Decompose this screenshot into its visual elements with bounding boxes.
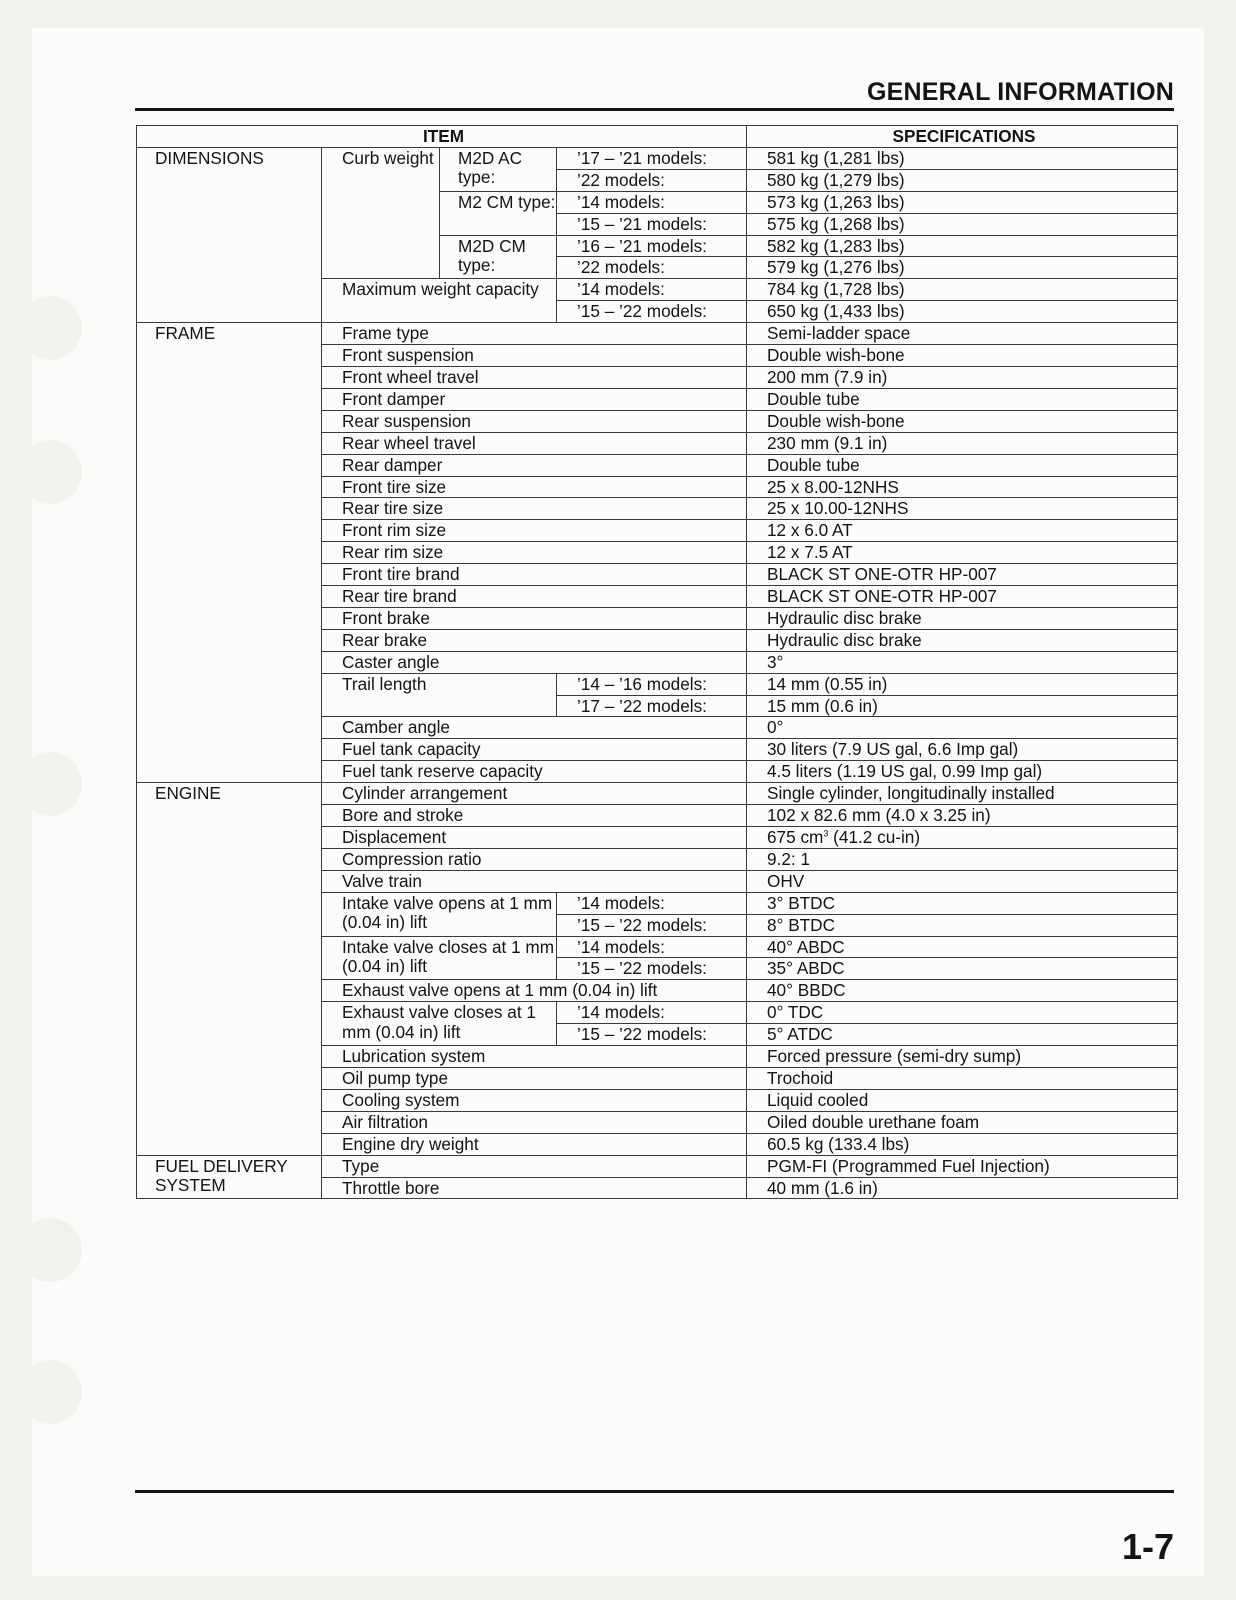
category-cell: DIMENSIONS [137, 147, 322, 322]
binder-hole [18, 752, 82, 816]
value-text: 675 cm [767, 827, 824, 847]
value-cell: 30 liters (7.9 US gal, 6.6 Imp gal) [747, 739, 1178, 761]
type-cell: M2D CM type: [440, 235, 557, 279]
value-cell: Hydraulic disc brake [747, 607, 1178, 629]
item-cell: Bore and stroke [322, 805, 747, 827]
item-cell: Rear wheel travel [322, 432, 747, 454]
item-cell: Trail length [322, 673, 557, 717]
model-cell: ’16 – ’21 models: [557, 235, 747, 257]
item-cell: Exhaust valve opens at 1 mm (0.04 in) lift [322, 980, 747, 1002]
value-cell: 575 kg (1,268 lbs) [747, 213, 1178, 235]
model-cell: ’15 – ’22 models: [557, 301, 747, 323]
value-cell: 25 x 8.00-12NHS [747, 476, 1178, 498]
item-cell: Front tire brand [322, 564, 747, 586]
value-cell: 573 kg (1,263 lbs) [747, 191, 1178, 213]
item-cell: Displacement [322, 827, 747, 849]
table-row [137, 323, 1178, 345]
value-cell: 582 kg (1,283 lbs) [747, 235, 1178, 257]
value-cell: 0° [747, 717, 1178, 739]
item-cell: Curb weight [322, 147, 440, 278]
model-cell: ’15 – ’22 models: [557, 1024, 747, 1046]
value-cell: Single cylinder, longitudinally installed [747, 783, 1178, 805]
page-number: 1-7 [1121, 1526, 1174, 1567]
value-cell: 12 x 7.5 AT [747, 542, 1178, 564]
value-cell: 40 mm (1.6 in) [747, 1177, 1178, 1199]
item-cell: Air filtration [322, 1111, 747, 1133]
value-cell: 102 x 82.6 mm (4.0 x 3.25 in) [747, 805, 1178, 827]
header-rule [135, 108, 1174, 111]
model-cell: ’17 – ’22 models: [557, 695, 747, 717]
model-cell: ’15 – ’22 models: [557, 958, 747, 980]
value-cell: 200 mm (7.9 in) [747, 366, 1178, 388]
item-cell: Intake valve opens at 1 mm (0.04 in) lift [322, 892, 557, 936]
item-cell: Rear suspension [322, 410, 747, 432]
category-cell: FRAME [137, 323, 322, 783]
item-cell: Rear tire brand [322, 586, 747, 608]
item-cell: Engine dry weight [322, 1133, 747, 1155]
value-cell: 230 mm (9.1 in) [747, 432, 1178, 454]
value-cell: 580 kg (1,279 lbs) [747, 169, 1178, 191]
value-cell: PGM-FI (Programmed Fuel Injection) [747, 1155, 1178, 1177]
item-cell: Front wheel travel [322, 366, 747, 388]
model-cell: ’14 models: [557, 279, 747, 301]
value-cell: Oiled double urethane foam [747, 1111, 1178, 1133]
item-cell: Frame type [322, 323, 747, 345]
value-cell: 650 kg (1,433 lbs) [747, 301, 1178, 323]
model-cell: ’14 – ’16 models: [557, 673, 747, 695]
item-cell: Front tire size [322, 476, 747, 498]
model-cell: ’14 models: [557, 191, 747, 213]
value-cell: BLACK ST ONE-OTR HP-007 [747, 586, 1178, 608]
page-title: GENERAL INFORMATION [866, 78, 1174, 106]
item-cell: Maximum weight capacity [322, 279, 557, 323]
value-cell: Hydraulic disc brake [747, 629, 1178, 651]
item-cell: Throttle bore [322, 1177, 747, 1199]
binder-hole [18, 296, 82, 360]
value-cell: 5° ATDC [747, 1024, 1178, 1046]
value-cell: BLACK ST ONE-OTR HP-007 [747, 564, 1178, 586]
value-cell: Forced pressure (semi-dry sump) [747, 1046, 1178, 1068]
value-cell: 579 kg (1,276 lbs) [747, 257, 1178, 279]
item-cell: Fuel tank capacity [322, 739, 747, 761]
value-cell: Double wish-bone [747, 345, 1178, 367]
value-cell: Double tube [747, 388, 1178, 410]
value-cell: 40° ABDC [747, 936, 1178, 958]
item-cell: Rear rim size [322, 542, 747, 564]
item-cell: Rear tire size [322, 498, 747, 520]
item-cell: Lubrication system [322, 1046, 747, 1068]
value-cell: 9.2: 1 [747, 848, 1178, 870]
type-cell: M2D AC type: [440, 147, 557, 191]
table-row [137, 147, 1178, 169]
value-cell: Liquid cooled [747, 1089, 1178, 1111]
value-cell: 3° [747, 651, 1178, 673]
value-cell: 14 mm (0.55 in) [747, 673, 1178, 695]
item-cell: Fuel tank reserve capacity [322, 761, 747, 783]
value-cell: 3° BTDC [747, 892, 1178, 914]
model-cell: ’14 models: [557, 936, 747, 958]
model-cell: ’17 – ’21 models: [557, 147, 747, 169]
item-cell: Oil pump type [322, 1067, 747, 1089]
value-cell: 15 mm (0.6 in) [747, 695, 1178, 717]
item-cell: Compression ratio [322, 848, 747, 870]
value-cell: 8° BTDC [747, 914, 1178, 936]
item-cell: Rear damper [322, 454, 747, 476]
value-cell: Trochoid [747, 1067, 1178, 1089]
value-text: (41.2 cu-in) [828, 827, 921, 847]
value-cell: 25 x 10.00-12NHS [747, 498, 1178, 520]
model-cell: ’15 – ’21 models: [557, 213, 747, 235]
value-cell: 40° BBDC [747, 980, 1178, 1002]
item-cell: Camber angle [322, 717, 747, 739]
binder-hole [18, 1218, 82, 1282]
footer-rule [135, 1490, 1174, 1493]
value-cell: Semi-ladder space [747, 323, 1178, 345]
model-cell: ’22 models: [557, 257, 747, 279]
model-cell: ’15 – ’22 models: [557, 914, 747, 936]
item-cell: Rear brake [322, 629, 747, 651]
superscript: 3 [823, 828, 829, 839]
item-cell: Type [322, 1155, 747, 1177]
model-cell: ’14 models: [557, 1002, 747, 1024]
item-cell: Exhaust valve closes at 1 mm (0.04 in) lift [322, 1002, 557, 1046]
item-cell: Caster angle [322, 651, 747, 673]
value-cell: 4.5 liters (1.19 US gal, 0.99 Imp gal) [747, 761, 1178, 783]
item-cell: Front brake [322, 607, 747, 629]
value-cell: OHV [747, 870, 1178, 892]
item-cell: Front damper [322, 388, 747, 410]
item-cell: Cylinder arrangement [322, 783, 747, 805]
value-cell: Double wish-bone [747, 410, 1178, 432]
item-cell: Front suspension [322, 345, 747, 367]
value-cell: 784 kg (1,728 lbs) [747, 279, 1178, 301]
value-cell [747, 827, 1178, 849]
table-row [137, 783, 1178, 805]
binder-hole [18, 1360, 82, 1424]
value-cell: Double tube [747, 454, 1178, 476]
value-cell: 581 kg (1,281 lbs) [747, 147, 1178, 169]
value-cell: 0° TDC [747, 1002, 1178, 1024]
value-cell: 35° ABDC [747, 958, 1178, 980]
value-cell: 60.5 kg (133.4 lbs) [747, 1133, 1178, 1155]
specifications-table [136, 125, 1178, 1199]
category-cell: FUEL DELIVERY SYSTEM [137, 1155, 322, 1199]
value-cell: 12 x 6.0 AT [747, 520, 1178, 542]
model-cell: ’22 models: [557, 169, 747, 191]
specifications-header: SPECIFICATIONS [747, 126, 1178, 148]
item-cell: Valve train [322, 870, 747, 892]
item-header: ITEM [137, 126, 747, 148]
category-cell: ENGINE [137, 783, 322, 1155]
table-header-row [137, 126, 1178, 148]
item-cell: Cooling system [322, 1089, 747, 1111]
item-cell: Intake valve closes at 1 mm (0.04 in) lift [322, 936, 557, 980]
model-cell: ’14 models: [557, 892, 747, 914]
item-cell: Front rim size [322, 520, 747, 542]
binder-hole [18, 440, 82, 504]
table-row [137, 1155, 1178, 1177]
type-cell: M2 CM type: [440, 191, 557, 235]
